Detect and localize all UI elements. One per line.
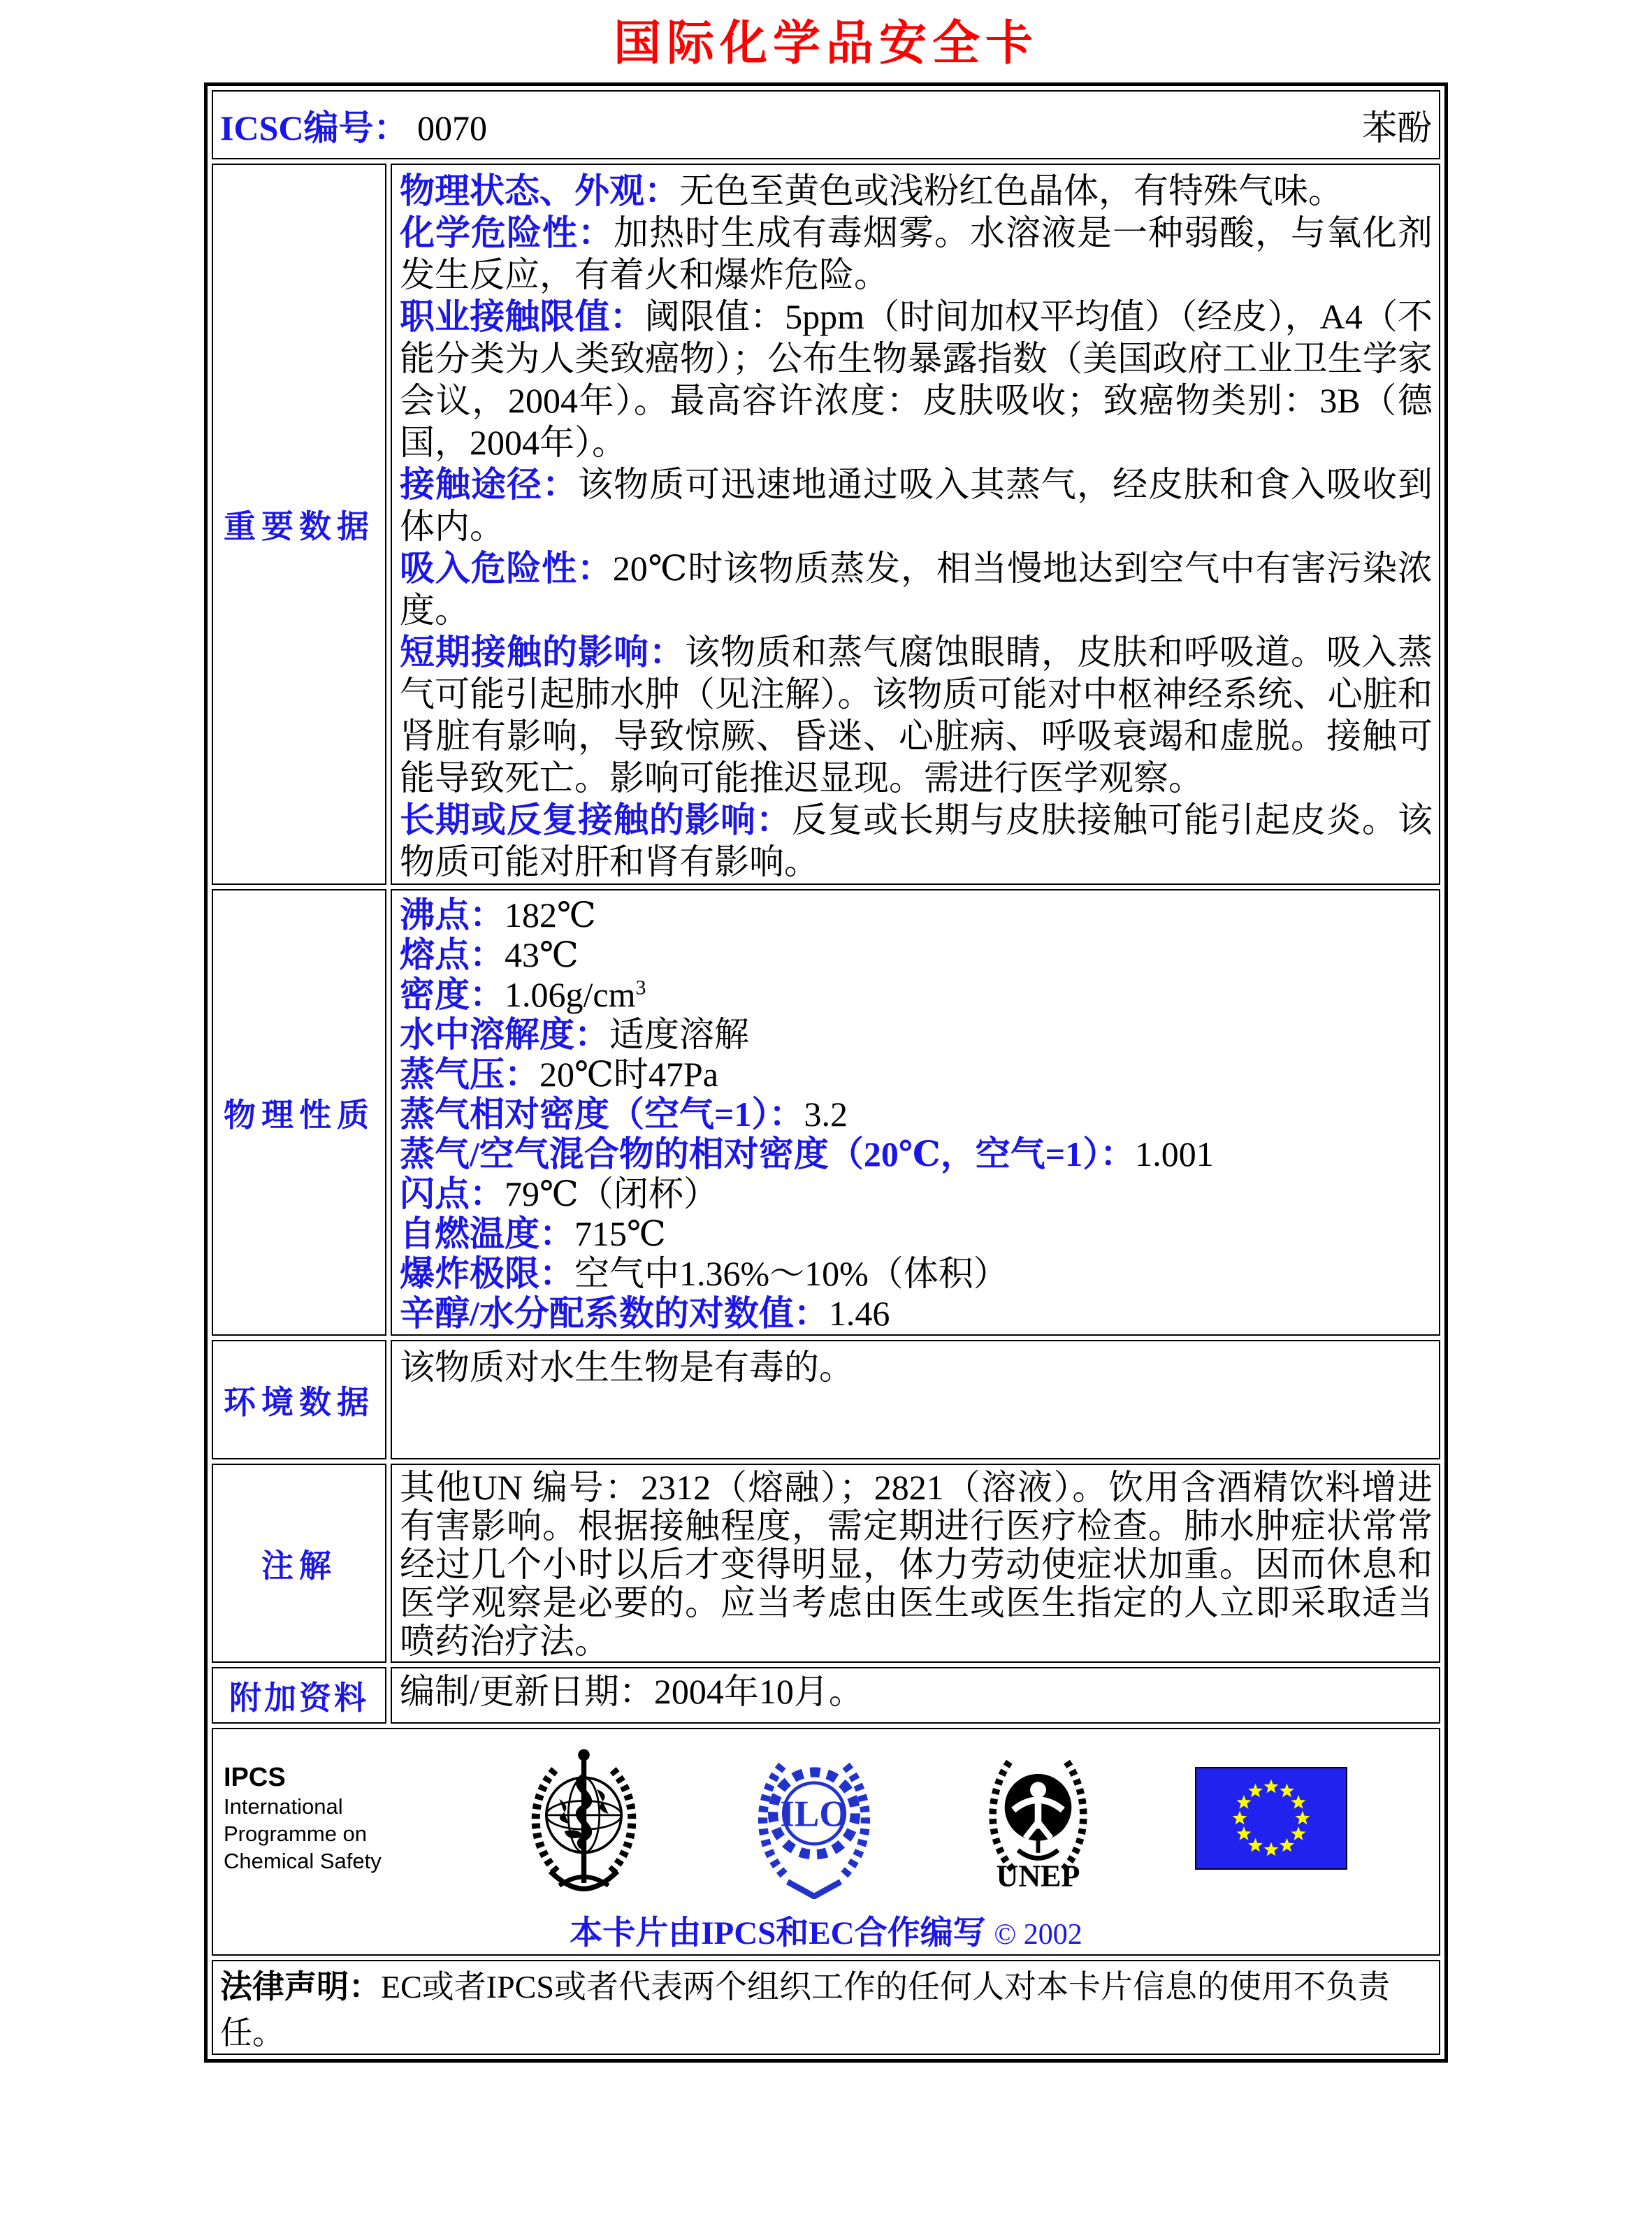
field-value: 该物质和蒸气腐蚀眼睛，皮肤和呼吸道。吸入蒸气可能引起肺水肿（见注解）。该物质可能对中枢神经系统、心脏和肾脏有影响，导致惊厥、昏迷、心脏病、呼吸衰竭和虚脱。接触可能导致死亡。影响可能推迟显现。需进行医学观察。 (400, 633, 1433, 798)
cooperation-caption (214, 1907, 1438, 1954)
icsc-number-group (220, 100, 487, 150)
environmental-data-content: 该物质对水生生物是有毒的。 (400, 1348, 854, 1387)
ipcs-text-block (224, 1762, 419, 1875)
density-superscript: 3 (635, 976, 646, 1000)
field-label: 短期接触的影响： (400, 633, 685, 672)
icsc-card-table (204, 82, 1448, 2063)
field-label: 化学危险性： (400, 213, 614, 252)
field-value: 3.2 (804, 1095, 848, 1134)
notes-row (212, 1464, 1440, 1663)
important-data-row-label: 重要数据 (212, 164, 386, 885)
field-value: 阈限值：5ppm（时间加权平均值）（经皮），A4（不能分类为人类致癌物）；公布生物暴露指数（美国政府工业卫生学家会议，2004年）。最高容许浓度：皮肤吸收；致癌物类别：3B（德国，2004年）。 (400, 297, 1433, 462)
field-value: 无色至黄色或浅粉红色晶体，有特殊气味。 (679, 171, 1343, 210)
field-label: 蒸气/空气混合物的相对密度（20℃，空气=1）： (400, 1134, 1136, 1174)
field-value: 20℃时该物质蒸发，相当慢地达到空气中有害污染浓度。 (400, 549, 1433, 630)
ipcs-line: International (224, 1794, 343, 1819)
field-label: 蒸气压： (400, 1055, 539, 1094)
field-value: 空气中1.36%～10%（体积） (574, 1254, 1008, 1293)
field-label: 爆炸极限： (400, 1254, 574, 1293)
icsc-number-value: 0070 (416, 108, 487, 147)
field-value: 182℃ (505, 895, 596, 935)
important-data-row (212, 164, 1440, 885)
field-label: 熔点： (400, 935, 505, 974)
legal-notice-label: 法律声明： (220, 1969, 381, 2005)
field-value: 43℃ (505, 935, 579, 974)
cooperation-caption-text: 本卡片由IPCS和EC合作编写 (570, 1915, 986, 1951)
field-label: 自燃温度： (400, 1214, 574, 1253)
unep-wordmark: UNEP (996, 1859, 1080, 1893)
header-cell (212, 90, 1440, 159)
field-value: 1.001 (1135, 1134, 1214, 1174)
logos-cell (212, 1728, 1440, 1956)
field-value: 1.06g/cm (505, 975, 636, 1014)
field-value: 该物质可迅速地通过吸入其蒸气，经皮肤和食入吸收到体内。 (400, 465, 1433, 546)
header-row (212, 90, 1440, 159)
field-label: 蒸气相对密度（空气=1）： (400, 1095, 804, 1134)
field-value: 适度溶解 (609, 1015, 749, 1054)
field-label: 密度： (400, 975, 505, 1014)
notes-content: 其他UN 编号：2312（熔融）；2821（溶液）。饮用含酒精饮料增进有害影响。根据接触程度，需定期进行医疗检查。肺水肿症状常常经过几个小时以后才变得明显，体力劳动使症状加重。因而休息和医学观察是必要的。应当考虑由医生或医生指定的人立即采取适当喷药治疗法。 (400, 1468, 1433, 1661)
legal-notice-cell (212, 1960, 1440, 2055)
ipcs-line: Chemical Safety (224, 1849, 382, 1873)
field-label: 辛醇/水分配系数的对数值： (400, 1294, 829, 1333)
legal-notice-row (212, 1960, 1440, 2055)
additional-info-content: 编制/更新日期：2004年10月。 (400, 1672, 864, 1711)
ipcs-acronym: IPCS (224, 1763, 286, 1792)
legal-notice-text: EC或者IPCS或者代表两个组织工作的任何人对本卡片信息的使用不负责任。 (220, 1969, 1390, 2051)
physical-properties-row (212, 889, 1440, 1336)
environmental-data-row-label: 环境数据 (212, 1340, 386, 1459)
svg-text:ILO: ILO (780, 1792, 848, 1834)
who-emblem-icon (519, 1740, 649, 1897)
field-value: 715℃ (574, 1214, 666, 1253)
field-label: 沸点： (400, 895, 505, 935)
field-label: 长期或反复接触的影响： (400, 800, 792, 839)
field-label: 水中溶解度： (400, 1015, 609, 1054)
important-data-content (393, 166, 1438, 883)
additional-info-row (212, 1667, 1440, 1724)
field-label: 职业接触限值： (400, 297, 645, 336)
additional-info-row-label: 附加资料 (212, 1667, 386, 1724)
eu-flag-icon (1195, 1767, 1347, 1870)
copyright-text: © 2002 (994, 1919, 1082, 1951)
field-label: 接触途径： (400, 465, 578, 504)
unep-emblem-icon (980, 1742, 1096, 1896)
icsc-number-label: ICSC编号： (220, 108, 409, 147)
field-value: 加热时生成有毒烟雾。水溶液是一种弱酸，与氧化剂发生反应，有着火和爆炸危险。 (400, 213, 1433, 294)
logos-row (212, 1728, 1440, 1956)
ilo-emblem-icon (748, 1738, 881, 1899)
environmental-data-row (212, 1340, 1440, 1459)
field-value: 79℃（闭杯） (505, 1174, 718, 1213)
physical-properties-content (393, 891, 1438, 1334)
page-title: 国际化学品安全卡 (613, 17, 1038, 70)
field-value: 20℃时47Pa (539, 1055, 718, 1094)
field-value: 反复或长期与皮肤接触可能引起皮炎。该物质可能对肝和肾有影响。 (400, 800, 1433, 881)
field-label: 物理状态、外观： (400, 171, 679, 210)
field-label: 闪点： (400, 1174, 505, 1213)
ipcs-line: Programme on (224, 1821, 368, 1846)
field-value: 1.46 (828, 1294, 890, 1333)
field-label: 吸入危险性： (400, 549, 613, 588)
physical-properties-row-label: 物理性质 (212, 889, 386, 1336)
substance-name: 苯酚 (1362, 108, 1432, 147)
notes-row-label: 注解 (212, 1464, 386, 1663)
